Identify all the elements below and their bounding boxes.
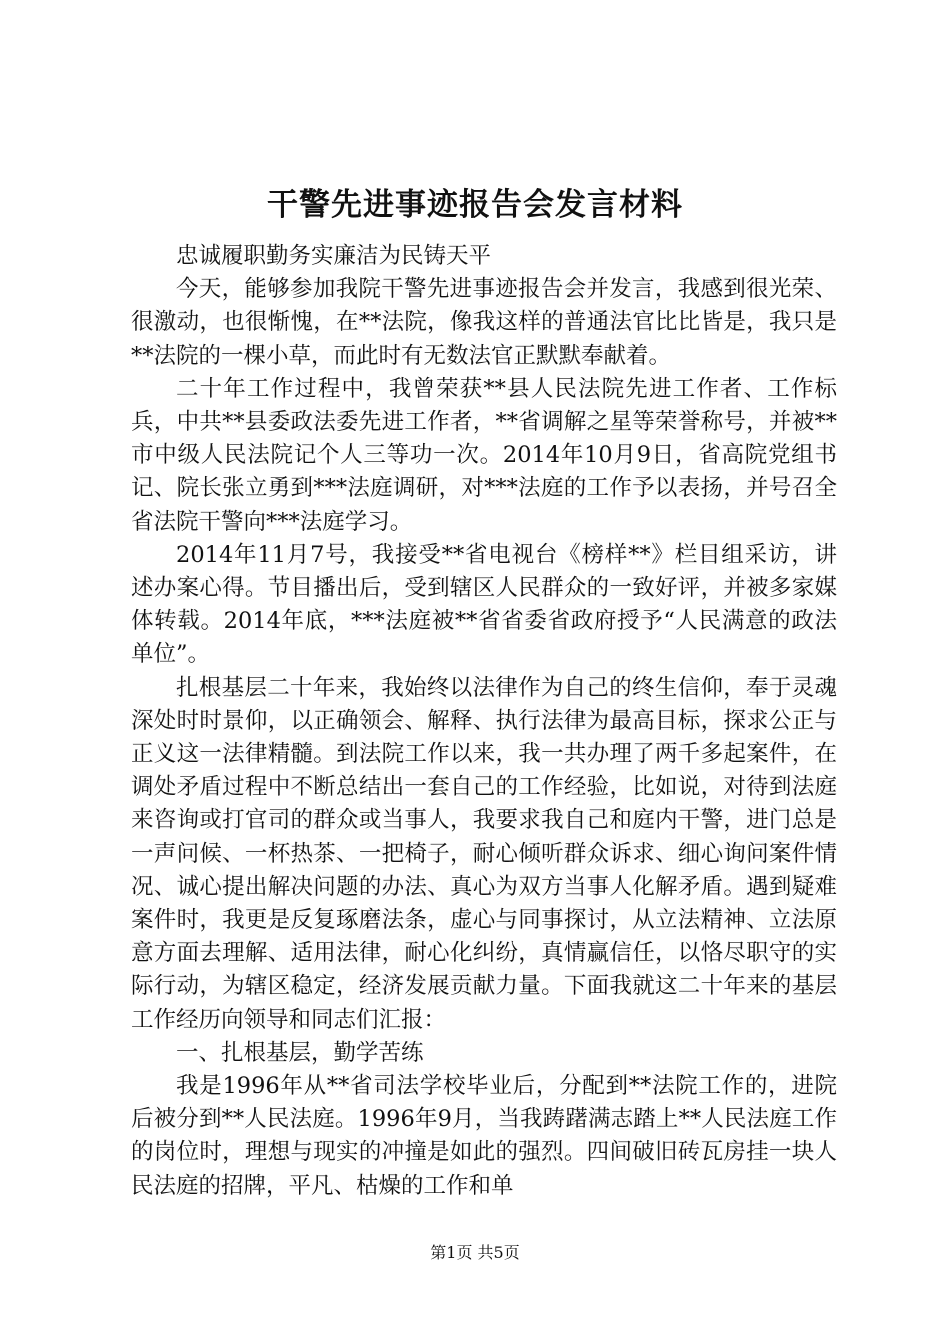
document-body [131,240,837,1203]
paragraph: 2014年11月7号，我接受**省电视台《榜样**》栏目组采访，讲述办案心得。节目播出后，受到辖区人民群众的一致好评，并被多家媒体转载。2014年底，***法庭被**省省委省政府授予“人民满意的政法单位”。 [131,541,837,668]
page-title: 干警先进事迹报告会发言材料 [267,187,683,223]
paragraph: 我是1996年从**省司法学校毕业后，分配到**法院工作的，进院后被分到**人民法庭。1996年9月，当我踌躇满志踏上**人民法庭工作的岗位时，理想与现实的冲撞是如此的强烈。四间破旧砖瓦房挂一块人民法庭的招牌，平凡、枯燥的工作和单 [131,1073,837,1199]
paragraph: 二十年工作过程中，我曾荣获**县人民法院先进工作者、工作标兵，中共**县委政法委先进工作者，**省调解之星等荣誉称号，并被**市中级人民法院记个人三等功一次。2014年10月9日，省高院党组书记、院长张立勇到***法庭调研，对***法庭的工作予以表扬，并号召全省法院干警向***法庭学习。 [131,375,837,535]
page-footer: 第1页 共5页 [430,1243,520,1262]
document-subtitle: 忠诚履职勤务实廉洁为民铸天平 [176,243,492,269]
section-heading: 一、扎根基层，勤学苦练 [176,1039,424,1066]
paragraph: 今天，能够参加我院干警先进事迹报告会并发言，我感到很光荣、很激动，也很惭愧，在**法院，像我这样的普通法官比比皆是，我只是**法院的一棵小草，而此时有无数法官正默默奉献着。 [131,276,837,369]
paragraph: 扎根基层二十年来，我始终以法律作为自己的终生信仰，奉于灵魂深处时时景仰，以正确领会、解释、执行法律为最高目标，探求公正与正义这一法律精髓。到法院工作以来，我一共办理了两千多起案件，在调处矛盾过程中不断总结出一套自己的工作经验，比如说，对待到法庭来咨询或打官司的群众或当事人，我要求我自己和庭内干警，进门总是一声问候、一杯热茶、一把椅子，耐心倾听群众诉求、细心询问案件情况、诚心提出解决问题的办法、真心为双方当事人化解矛盾。遇到疑难案件时，我更是反复琢磨法条，虚心与同事探讨，从立法精神、立法原意方面去理解、适用法律，耐心化纠纷，真情赢信任，以恪尽职守的实际行动，为辖区稳定，经济发展贡献力量。下面我就这二十年来的基层工作经历向领导和同志们汇报： [131,674,837,1033]
